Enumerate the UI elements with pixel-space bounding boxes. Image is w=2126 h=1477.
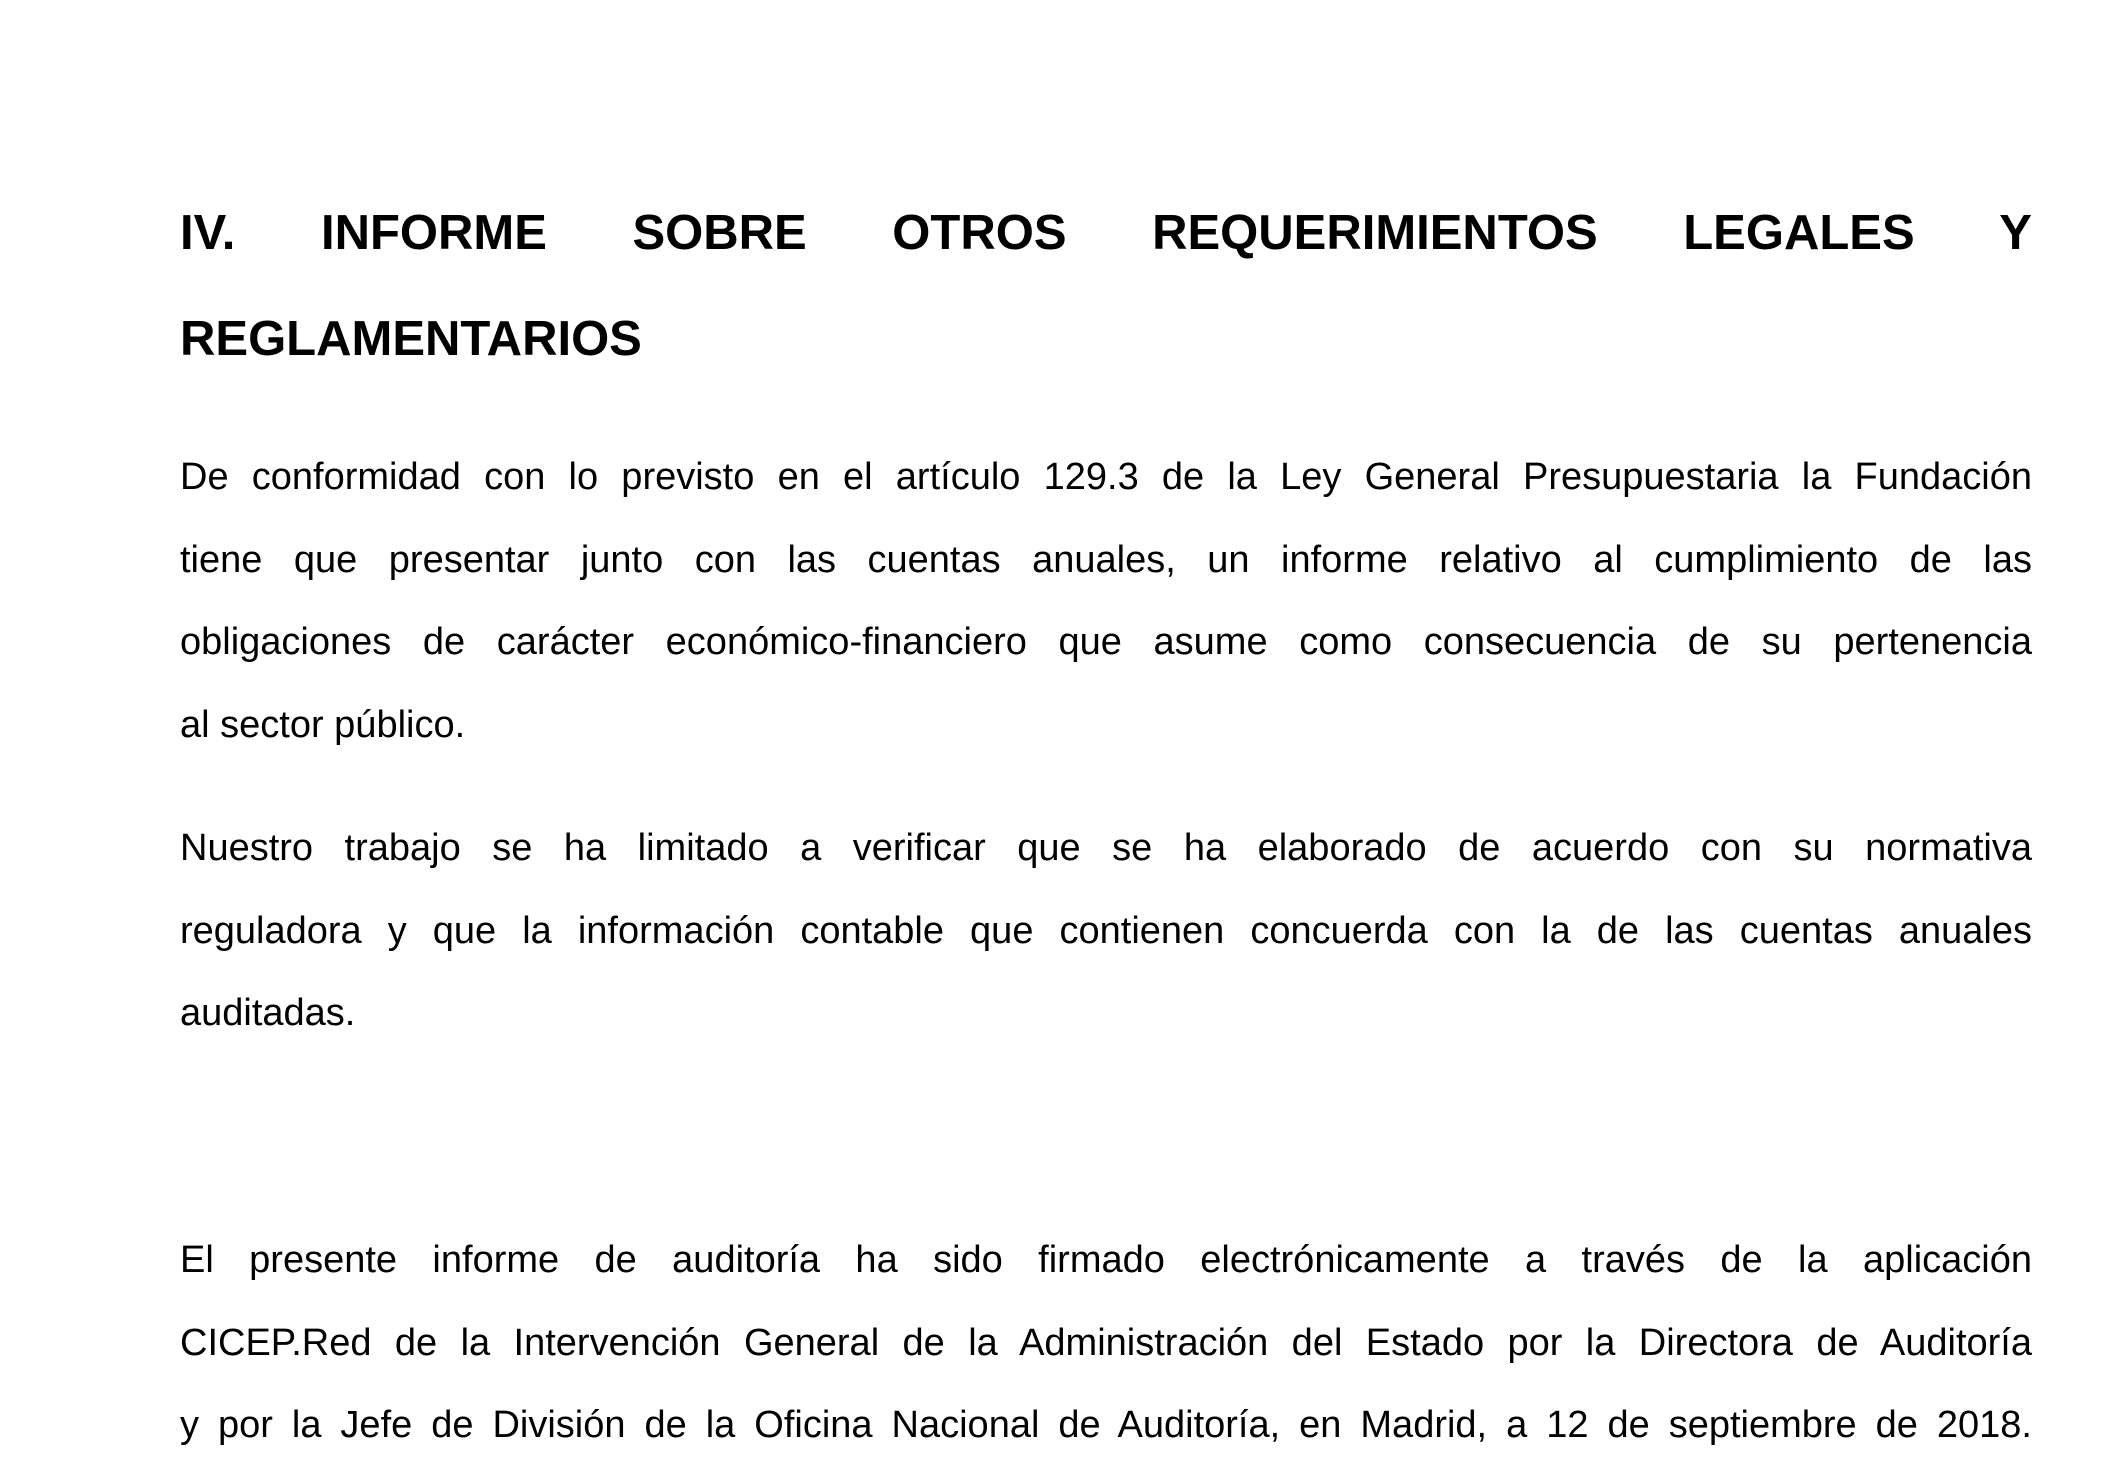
paragraph-line: reguladora y que la información contable que contienen concuerda con la de las cuentas anuales [180, 909, 2032, 952]
paragraph-legal-basis [180, 436, 2032, 766]
paragraph-line: Nuestro trabajo se ha limitado a verificar que se ha elaborado de acuerdo con su normativa [180, 827, 2032, 869]
paragraph-line: El presente informe de auditoría ha sido firmado electrónicamente a través de la aplicación [180, 1239, 2032, 1281]
paragraph-line: auditadas. [180, 992, 356, 1034]
paragraph-line: obligaciones de carácter económico-financiero que asume como consecuencia de su pertenencia [180, 621, 2032, 663]
paragraph-line: De conformidad con lo previsto en el artículo 129.3 de la Ley General Presupuestaria la Fundación [180, 456, 2032, 498]
section-heading-line-2: REGLAMENTARIOS [180, 312, 642, 366]
paragraph-scope-of-work [180, 807, 2032, 1055]
paragraph-line: tiene que presentar junto con las cuentas anuales, un informe relativo al cumplimiento de las [180, 538, 2032, 581]
paragraph-signature-statement [180, 1219, 2032, 1467]
paragraph-line: y por la Jefe de División de la Oficina Nacional de Auditoría, en Madrid, a 12 de septiembre de 2018. [180, 1404, 2032, 1446]
paragraph-line: CICEP.Red de la Intervención General de la Administración del Estado por la Directora de Auditoría [180, 1321, 2032, 1364]
paragraph-line: al sector público. [180, 703, 466, 746]
section-heading-line-1: IV. INFORME SOBRE OTROS REQUERIMIENTOS LEGALES Y [180, 206, 2032, 260]
